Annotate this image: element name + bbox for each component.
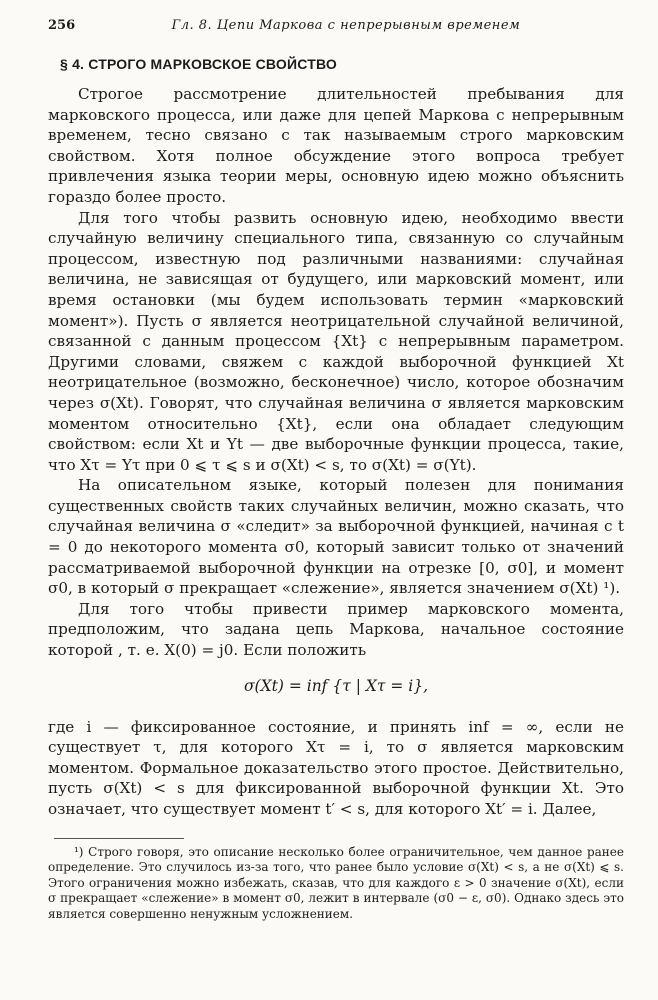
- section-title: § 4. СТРОГО МАРКОВСКОЕ СВОЙСТВО: [60, 56, 338, 72]
- footnote-divider: [54, 838, 184, 839]
- paragraph-4: Для того чтобы привести пример марковского момента, предположим, что задана цепь Маркова, начальное состояние которой , т. е. X(0) = j0. Если положить: [48, 599, 624, 660]
- page-number: 256: [48, 18, 76, 33]
- footnote: ¹) Строго говоря, это описание несколько более ограничительное, чем данное ранее определение. Это случилось из-за того, что ранее было условие σ(Xt) < s, а не σ(Xt) ⩽ s. Этого ограничения можно избежать, сказав, что для каждого ε > 0 значение σ(Xt), если σ прекращает «слежение» в момент σ0, лежит в интервале (σ0 − ε, σ0). Однако здесь это является совершенно ненужным усложнением.: [48, 844, 624, 921]
- paragraph-3: На описательном языке, который полезен для понимания существенных свойств таких случайных величин, можно сказать, что случайная величина σ «следит» за выборочной функцией, начиная с t = 0 до некоторого момента σ0, который зависит только от значений рассматриваемой выборочной функции на отрезке [0, σ0], и момент σ0, в который σ прекращает «слежение», является значением σ(Xt) ¹).: [48, 476, 624, 598]
- paragraph-2: Для того чтобы развить основную идею, необходимо ввести случайную величину специального типа, связанную со случайным процессом, известную под различными названиями: случайная величина, не зависящая от будущего, или марковский момент, или время остановки (мы будем использовать термин «марковский момент»). Пусть σ является неотрицательной случайной величиной, связанной с данным процессом {Xt} с непрерывным параметром. Другими словами, свяжем с каждой выборочной функцией Xt неотрицательное (возможно, бесконечное) число, которое обозначим через σ(Xt). Говорят, что случайная величина σ является марковским моментом относительно {Xt}, если она обладает следующим свойством: если Xt и Yt — две выборочные функции процесса, такие, что Xτ = Yτ при 0 ⩽ τ ⩽ s и σ(Xt) < s, то σ(Xt) = σ(Yt).: [48, 208, 624, 474]
- paragraph-5: где i — фиксированное состояние, и принять inf = ∞, если не существует τ, для которого Xτ = i, то σ является марковским моментом. Формальное доказательство этого простое. Действительно, пусть σ(Xt) < s для фиксированной выборочной функции Xt. Это означает, что существует момент t′ < s, для которого Xt′ = i. Далее,: [48, 717, 624, 818]
- formula: σ(Xt) = inf {τ | Xτ = i},: [243, 676, 429, 695]
- running-head: [48, 18, 624, 40]
- running-title: Гл. 8. Цепи Маркова с непрерывным временем: [171, 18, 521, 33]
- paragraph-1: Строгое рассмотрение длительностей пребывания для марковского процесса, или даже для цепей Маркова с непрерывным временем, тесно связано с так называемым строго марковским свойством. Хотя полное обсуждение этого вопроса требует привлечения языка теории меры, основную идею можно объяснить гораздо более просто.: [48, 85, 624, 206]
